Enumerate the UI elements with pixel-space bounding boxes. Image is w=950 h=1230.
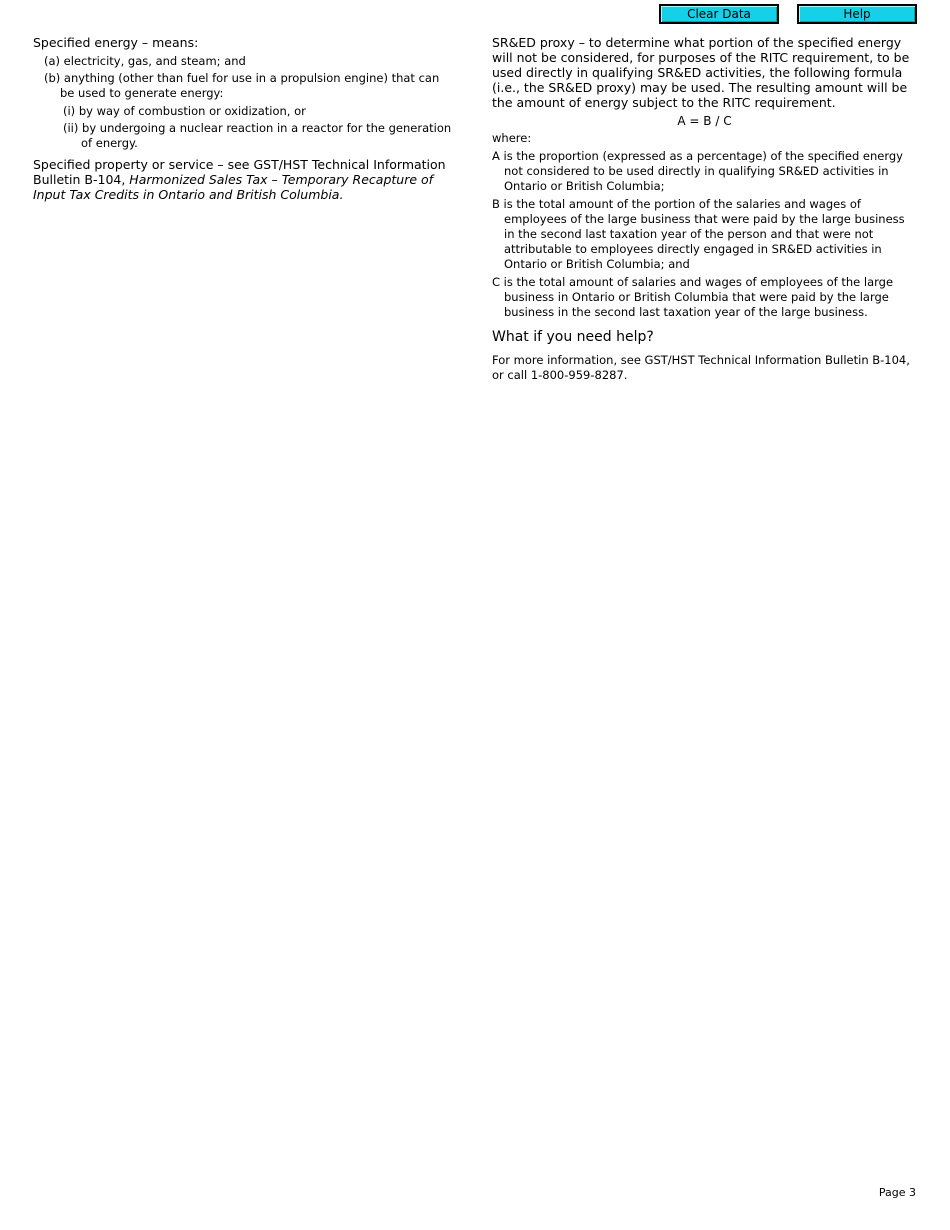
specified-property-term	[33, 157, 453, 202]
clear-data-button[interactable]: Clear Data	[659, 4, 779, 24]
help-text: For more information, see GST/HST Technical Information Bulletin B-104, or call 1-800-959-8287.	[492, 353, 910, 382]
formula: A = B / C	[677, 114, 732, 128]
help-button[interactable]: Help	[797, 4, 917, 24]
left-column	[33, 35, 453, 202]
def-c: C is the total amount of salaries and wages of employees of the large business in Ontario or British Columbia that were paid by the large business in the second last taxation year of the large business.	[492, 275, 894, 319]
item-i: (i) by way of combustion or oxidization, or	[63, 104, 306, 118]
item-b: (b) anything (other than fuel for use in a propulsion engine) that can be used to generate energy:	[44, 71, 440, 100]
def-b: B is the total amount of the portion of the salaries and wages of employees of the large business that were paid by the large business in the second last taxation year of the person and that were not attributable to employees directly engaged in SR&ED activities in Ontario or British Columbia; and	[492, 197, 905, 271]
property-text: Specified property or service – see GST/HST Technical Information Bulletin B-104,	[33, 157, 446, 187]
item-a: (a) electricity, gas, and steam; and	[44, 54, 246, 68]
help-heading: What if you need help?	[492, 329, 654, 345]
def-a: A is the proportion (expressed as a percentage) of the specified energy not considered to be used directly in qualifying SR&ED activities in Ontario or British Columbia;	[492, 149, 903, 193]
item-ii: (ii) by undergoing a nuclear reaction in a reactor for the generation of energy.	[63, 121, 452, 150]
page-number: Page 3	[878, 1186, 916, 1199]
sred-proxy-text: SR&ED proxy – to determine what portion of the specified energy will not be considered, for purposes of the RITC requirement, to be used directly in qualifying SR&ED activities, the following formula (i.e., the SR&ED proxy) may be used. The resulting amount will be the amount of energy subject to the RITC requirement.	[492, 35, 910, 110]
bulletin-title: Harmonized Sales Tax – Temporary Recapture of Input Tax Credits in Ontario and British Columbia.	[33, 172, 434, 202]
right-column	[492, 35, 917, 383]
where-label: where:	[492, 131, 532, 145]
specified-energy-term: Specified energy – means:	[33, 35, 199, 50]
